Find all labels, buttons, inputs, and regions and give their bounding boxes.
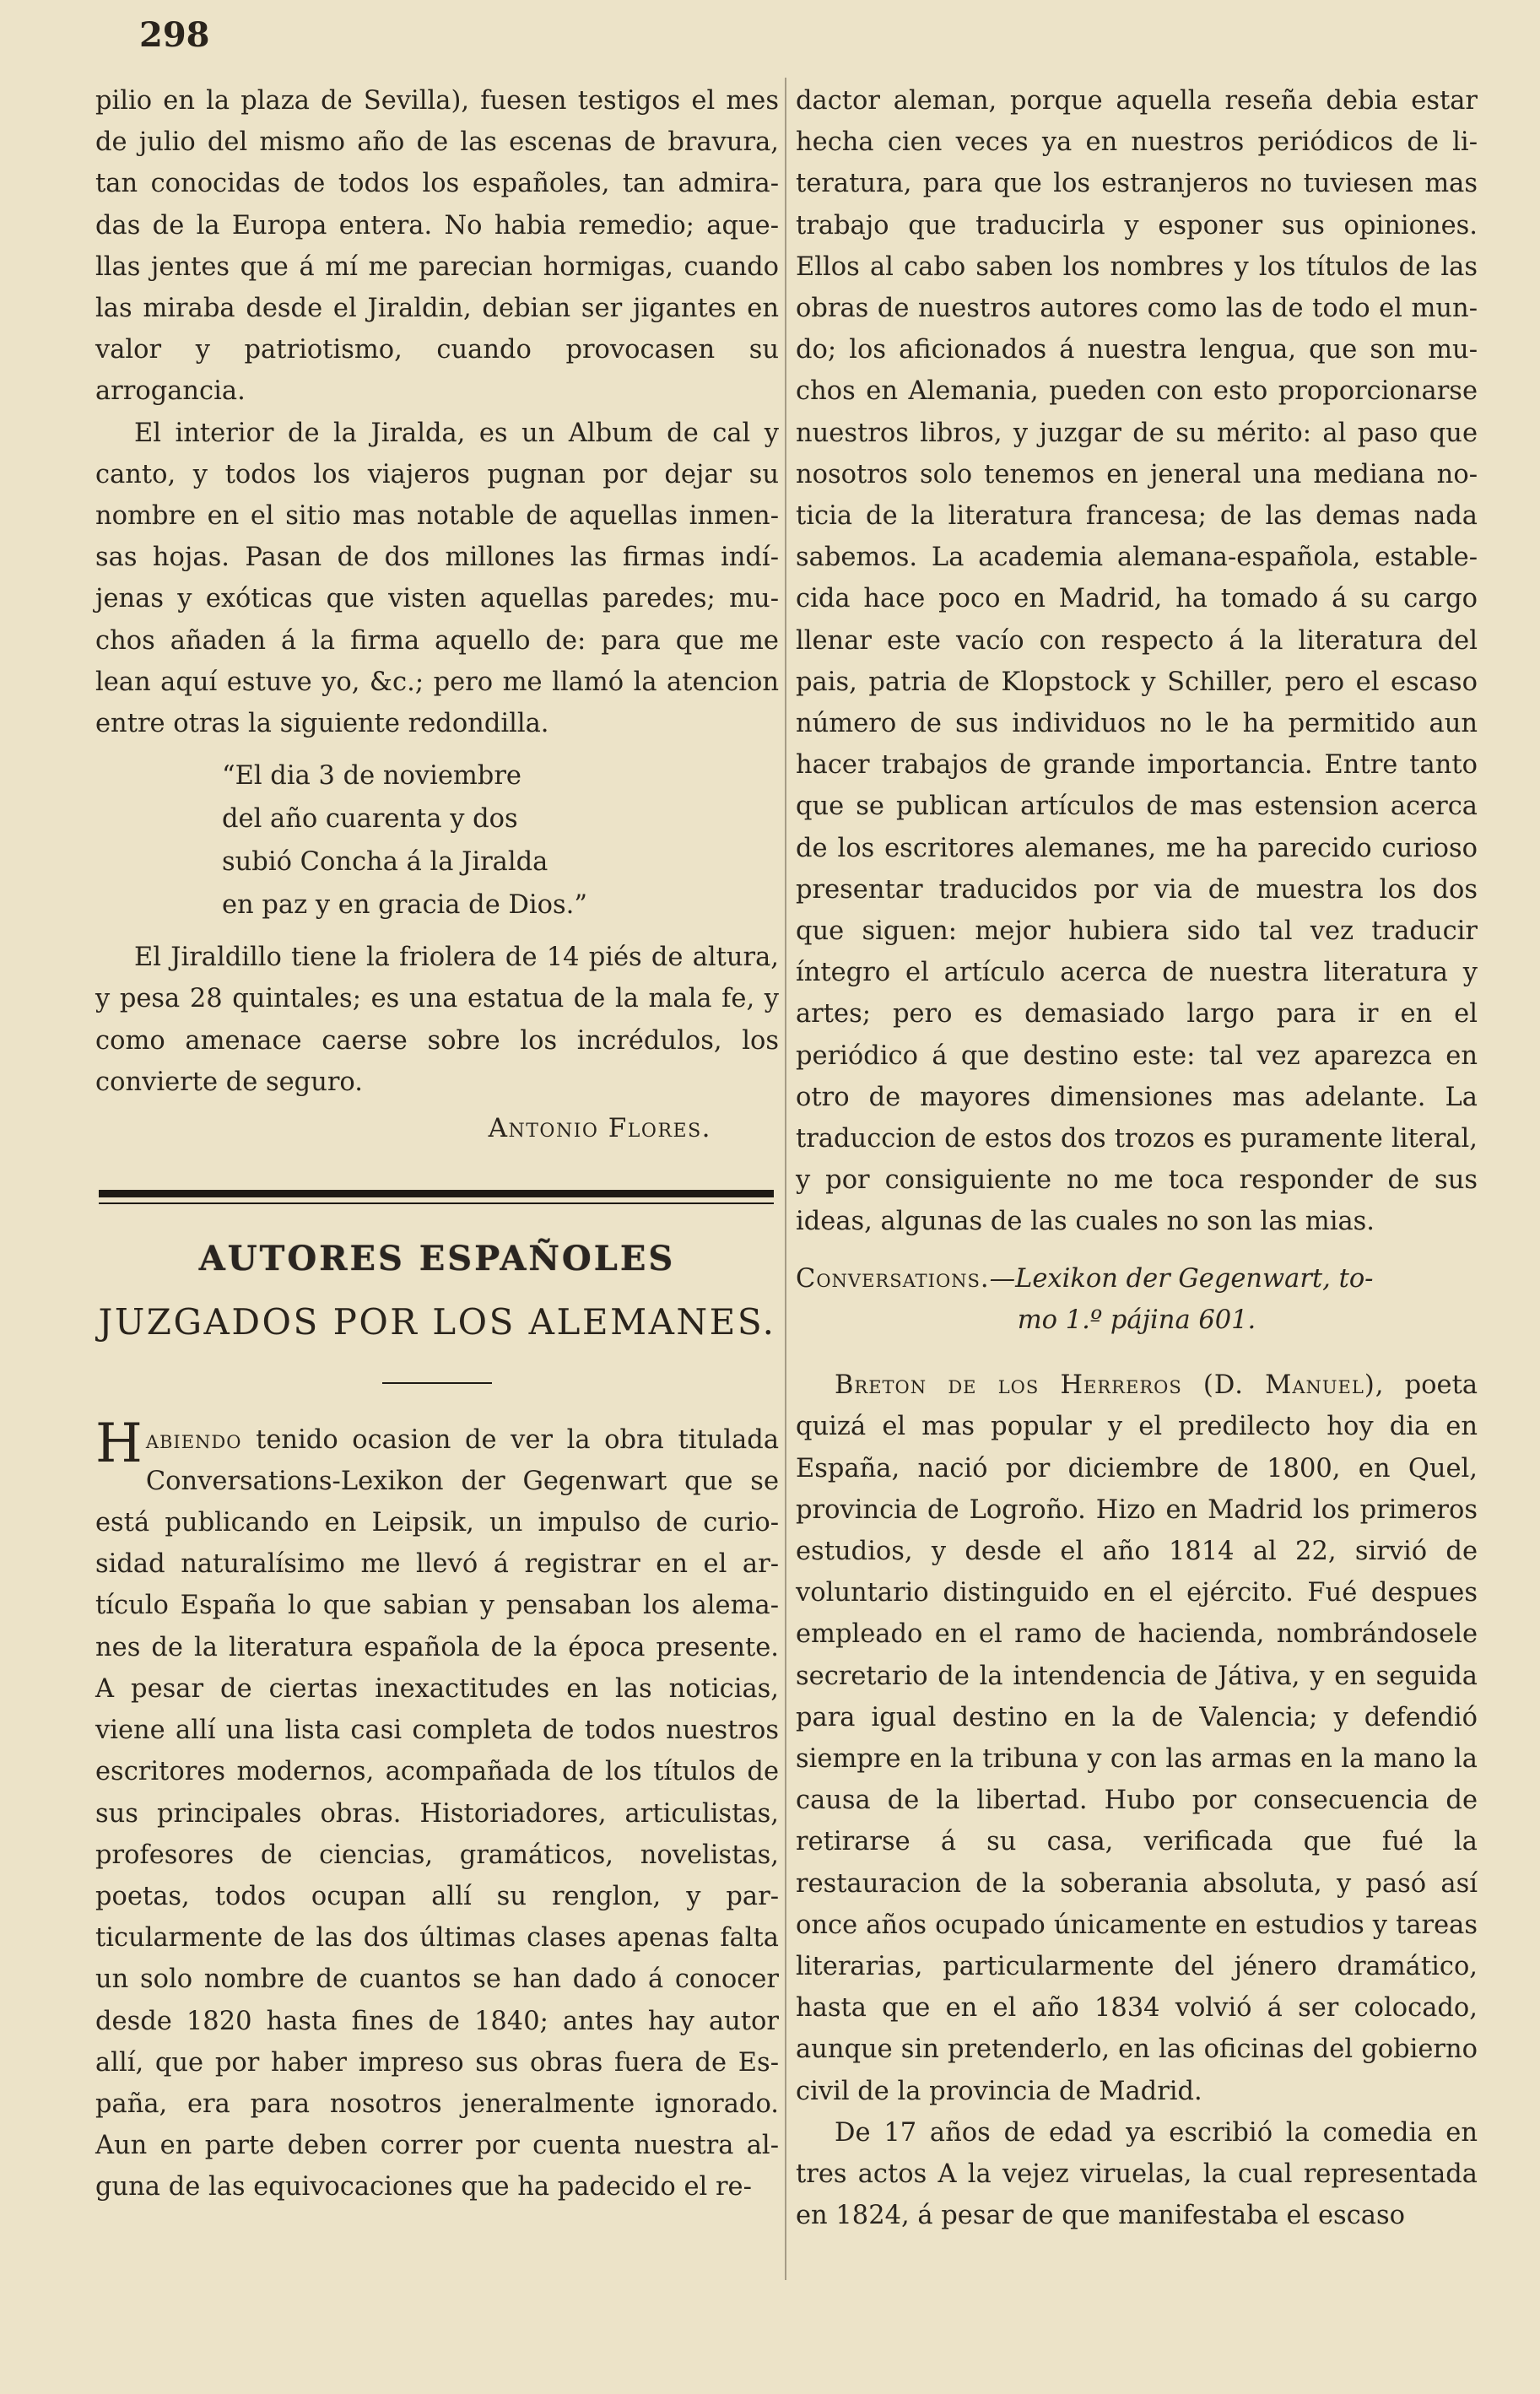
article-intro-paragraph bbox=[95, 1412, 779, 2208]
section-rule-thick bbox=[99, 1190, 774, 1197]
column-divider bbox=[785, 78, 786, 2280]
verse-line: “El dia 3 de noviembre bbox=[222, 761, 521, 792]
section-subtitle: JUZGADOS POR LOS ALEMANES. bbox=[98, 1301, 776, 1343]
right-paragraph-1: dactor aleman, porque aquella reseña debia estar hecha cien veces ya en nuestros periódicos de literatura, para que los estranjeros no tuviesen mas trabajo que traducirla y esponer sus opiniones. Ellos al cabo saben los nombres y los títulos de las obras de nuestros autores como las de todo el mundo; los aficionados á nuestra lengua, que son muchos en Alemania, pueden con esto proporcionarse nuestros libros, y juzgar de su mérito: al paso que nosotros solo tenemos en jeneral una mediana noticia de la literatura francesa; de las demas nada sabemos. La academia alemana-española, establecida hace poco en Madrid, ha tomado á su cargo llenar este vacío con respecto á la literatura del pais, patria de Klopstock y Schiller, pero el escaso número de sus individuos no le ha permitido aun hacer trabajos de grande importancia. Entre tanto que se publican artículos de mas estension acerca de los escritores alemanes, me ha parecido curioso presentar traducidos por via de muestra los dos que siguen: mejor hubiera sido tal vez traducir íntegro el artículo acerca de nuestra literatura y artes; pero es demasiado largo para ir en el periódico á que destino este: tal vez aparezca en otro de mayores dimensiones mas adelante. La traduccion de estos dos trozos es puramente literal, y por consiguiente no me toca responder de sus ideas, algunas de las cuales no son las mias. bbox=[796, 86, 1478, 1237]
section-title: AUTORES ESPAÑOLES bbox=[198, 1239, 676, 1279]
entry-heading bbox=[796, 1258, 1478, 1300]
drop-cap: H bbox=[95, 1412, 143, 1475]
left-paragraph-2: El interior de la Jiralda, es un Album de cal y canto, y todos los viajeros pugnan por dejar su nombre en el sitio mas notable de aquellas inmensas hojas. Pasan de dos millones las firmas indíjenas y exóticas que visten aquellas paredes; muchos añaden á la firma aquello de: para que me lean aquí estuve yo, &c.; pero me llamó la atencion entre otras la siguiente redondilla. bbox=[95, 418, 779, 739]
redondilla-verse bbox=[222, 754, 779, 927]
entry-paragraph-1 bbox=[796, 1365, 1478, 2112]
title-rule bbox=[382, 1382, 492, 1384]
left-paragraph-1: pilio en la plaza de Sevilla), fuesen testigos el mes de julio del mismo año de las escenas de bravura, tan conocidas de todos los españoles, tan admiradas de la Europa entera. No habia remedio; aquellas jentes que á mí me parecian hormigas, cuando las miraba desde el Jiraldin, debian ser jigantes en valor y patriotismo, cuando provocasen su arrogancia. bbox=[95, 86, 779, 407]
author-signature: Antonio Flores. bbox=[488, 1113, 711, 1144]
opening-word: abiendo bbox=[145, 1424, 242, 1455]
entry-paragraph-1-text: poeta quizá el mas popular y el predilecto hoy dia en España, nació por diciembre de 1800, en Quel, provincia de Logroño. Hizo en Madrid los primeros estudios, y desde el año 1814 al 22, sirvió de voluntario distinguido en el ejército. Fué despues empleado en el ramo de hacienda, nombrándosele secretario de la intendencia de Játiva, y en seguida para igual destino en la de Valencia; y defendió siempre en la tribuna y con las armas en la mano la causa de la libertad. Hubo por consecuencia de retirarse á su casa, verificada que fué la restauracion de la soberania absoluta, y pasó así once años ocupado únicamente en estudios y tareas literarias, particularmente del jénero dramático, hasta que en el año 1834 volvió á ser colocado, aunque sin pretenderlo, en las oficinas del gobierno civil de la provincia de Madrid. bbox=[796, 1370, 1478, 2106]
left-paragraph-3: El Jiraldillo tiene la friolera de 14 piés de altura, y pesa 28 quintales; es una estatua de la mala fe, y como amenace caerse sobre los incrédulos, los convierte de seguro. bbox=[95, 943, 779, 1097]
verse-line: subió Concha á la Jiralda bbox=[222, 847, 548, 878]
right-column bbox=[796, 80, 1478, 2236]
entry-heading-page: mo 1.º pájina 601. bbox=[1017, 1305, 1256, 1335]
article-intro-text: tenido ocasion de ver la obra titulada Conversations-Lexikon der Gegenwart que se está publicando en Leipsik, un impulso de curiosidad naturalísimo me llevó á registrar en el artículo España lo que sabian y pensaban los alemanes de la literatura española de la época presente. A pesar de ciertas inexactitudes en las noticias, viene allí una lista casi completa de todos nuestros escritores modernos, acompañada de los títulos de sus principales obras. Historiadores, articulistas, profesores de ciencias, gramáticos, novelistas, poetas, todos ocupan allí su renglon, y particularmente de las dos últimas clases apenas falta un solo nombre de cuantos se han dado á conocer desde 1820 hasta fines de 1840; antes hay autor allí, que por haber impreso sus obras fuera de España, era para nosotros jeneralmente ignorado. Aun en parte deben correr por cuenta nuestra alguna de las equivocaciones que ha padecido el re- bbox=[95, 1424, 779, 2202]
section-rule-thin bbox=[99, 1202, 774, 1204]
left-column bbox=[95, 80, 779, 2208]
entry-heading-label: Conversations. bbox=[796, 1263, 990, 1294]
verse-line: en paz y en gracia de Dios.” bbox=[222, 890, 587, 921]
verse-line: del año cuarenta y dos bbox=[222, 804, 518, 835]
entry-heading-source: —Lexikon der Gegenwart, to- bbox=[989, 1263, 1374, 1294]
entry-subject-name: Breton de los Herreros (D. Manuel), bbox=[835, 1370, 1385, 1401]
page-number: 298 bbox=[139, 15, 210, 55]
entry-paragraph-2: De 17 años de edad ya escribió la comedia en tres actos A la vejez viruelas, la cual representada en 1824, á pesar de que manifestaba el escaso bbox=[796, 2117, 1478, 2231]
